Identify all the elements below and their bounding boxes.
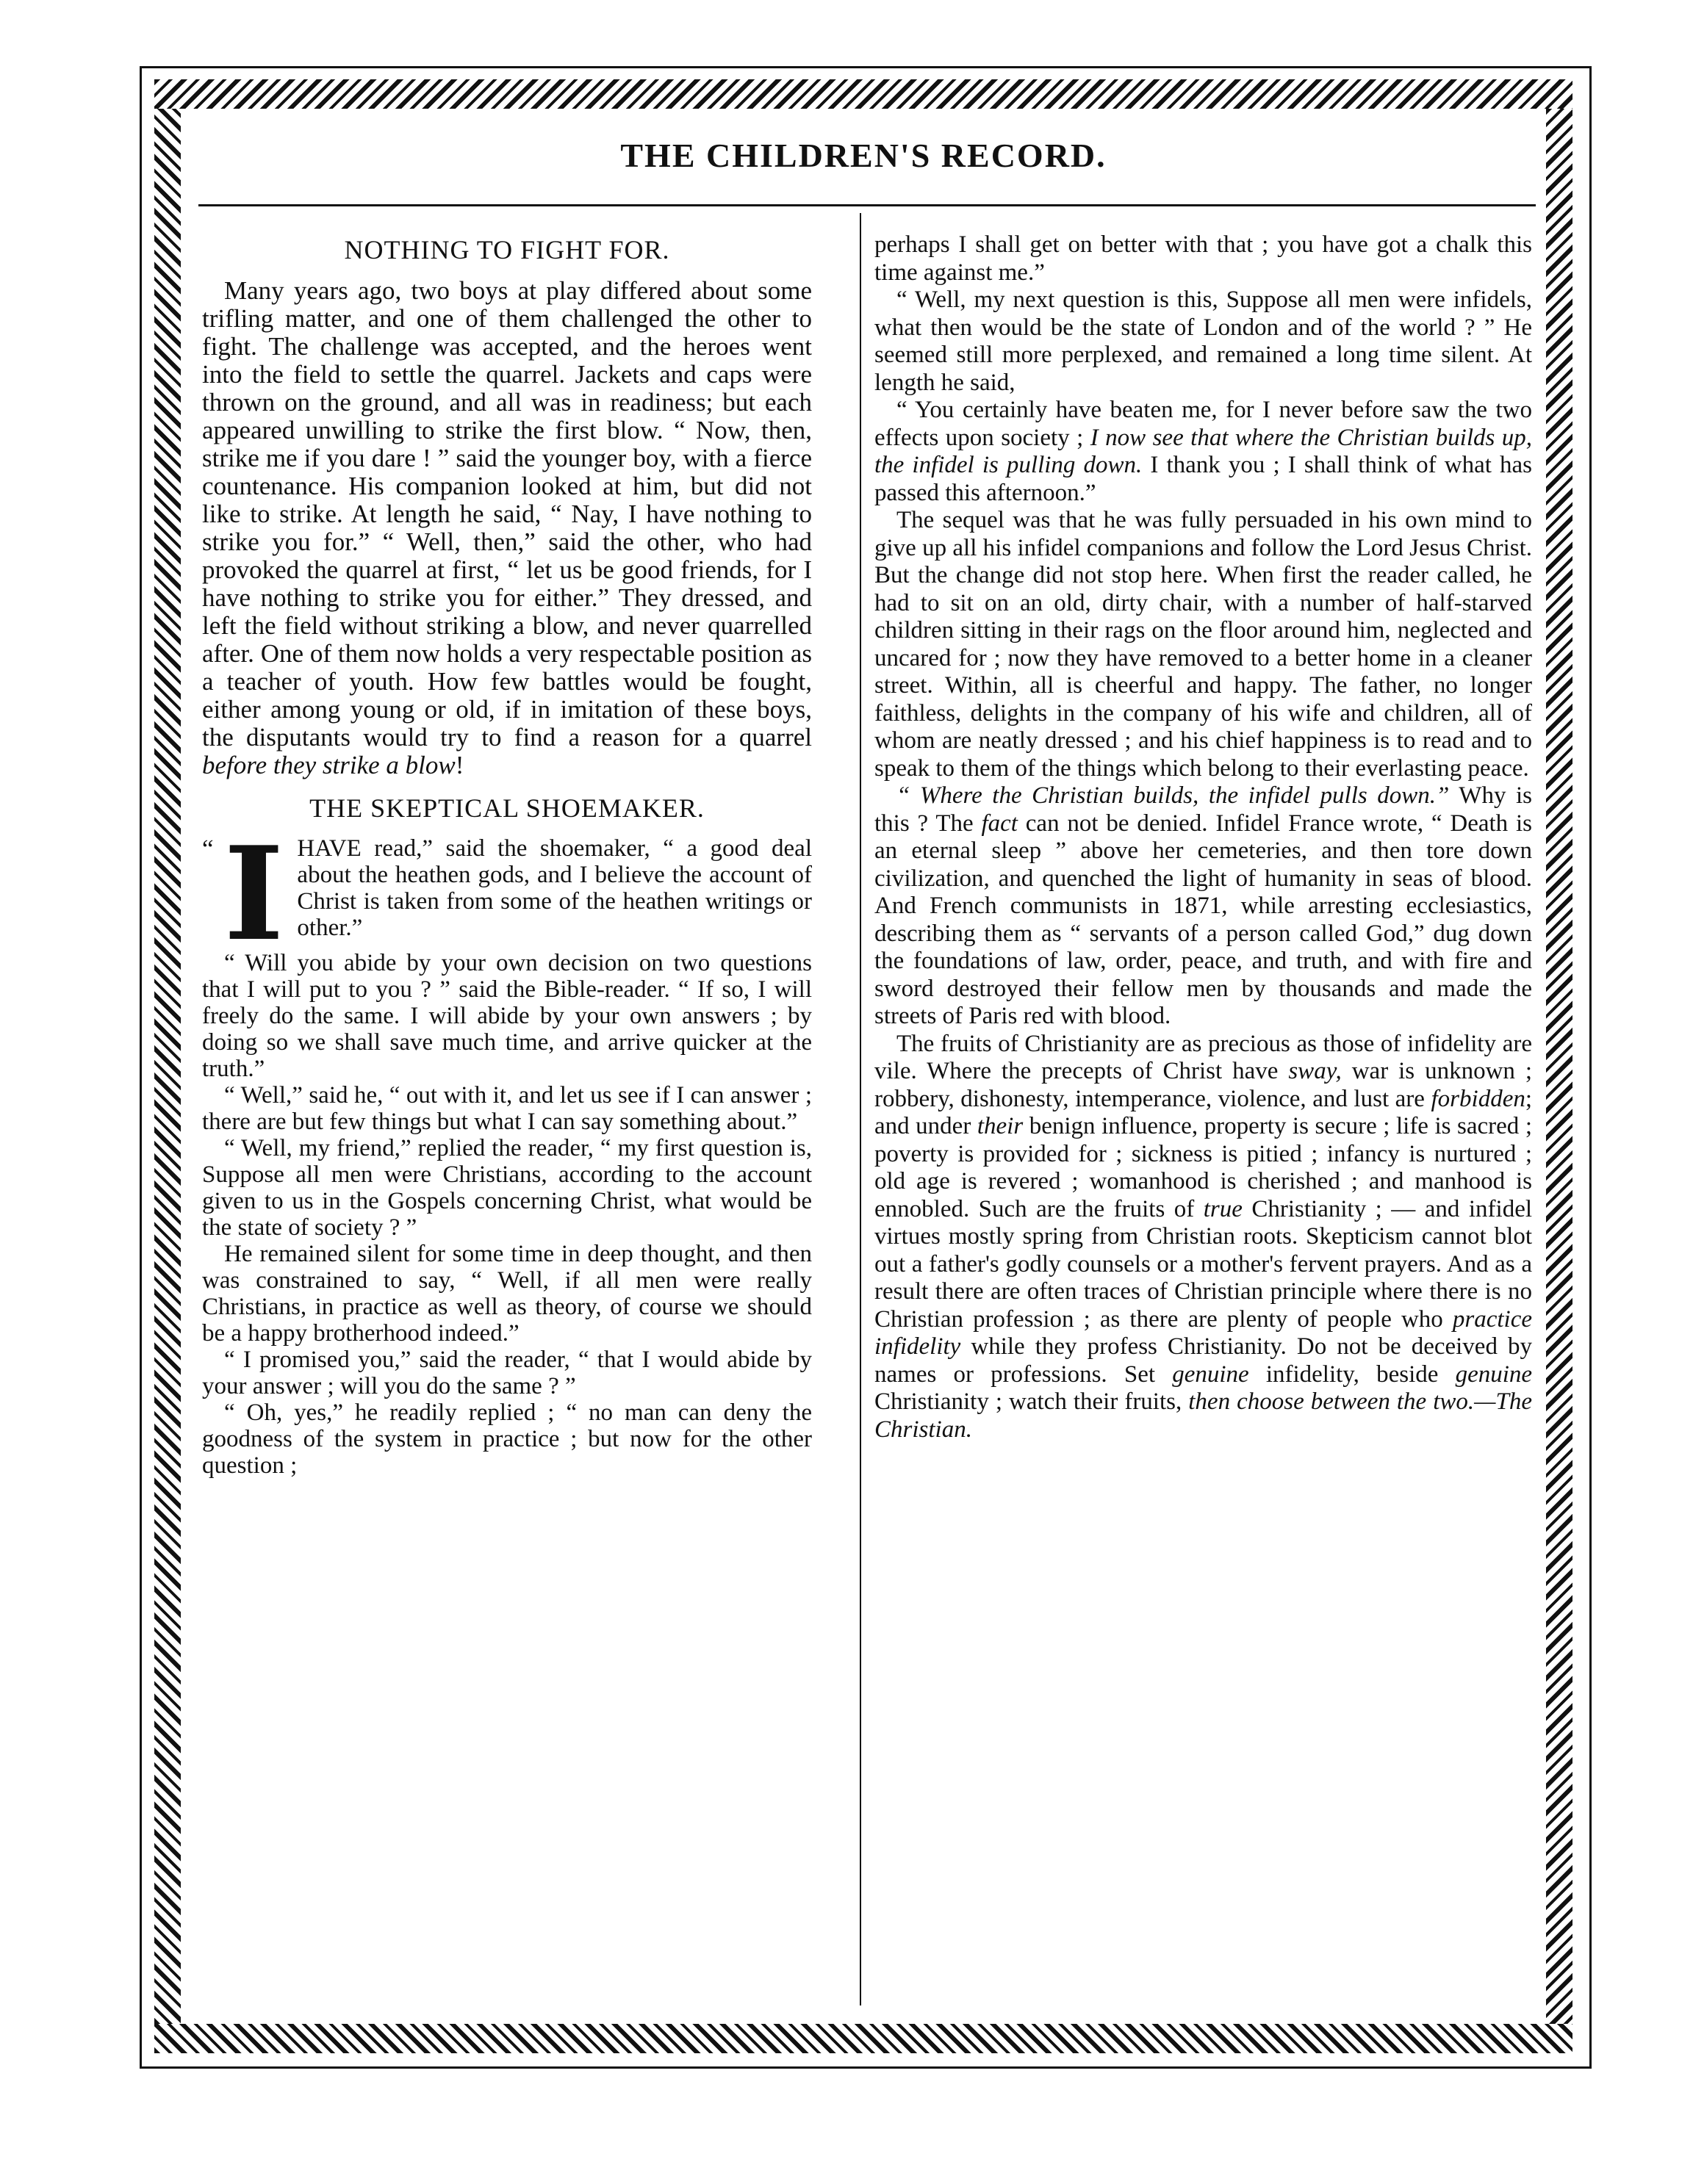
ornamental-border-bottom	[154, 2024, 1572, 2053]
opening-quote: “	[202, 835, 214, 863]
dialogue-paragraph: “ Oh, yes,” he readily replied ; “ no man can deny the goodness of the system in practice ; but now for the other question ;	[202, 1399, 812, 1479]
dialogue-paragraph: “ Well, my friend,” replied the reader, “ my first question is, Suppose all men were Christians, according to the account given to us in the Gospels concerning Christ, what would be the state of society ? ”	[202, 1135, 812, 1241]
dialogue-paragraph: “ You certainly have beaten me, for I never before saw the two effects upon society ; I now see that where the Christian builds up, the infidel is pulling down. I thank you ; I shall think of what has passed this afternoon.”	[874, 397, 1533, 506]
ornamental-border-right	[1546, 109, 1572, 2024]
body-paragraph: “ Where the Christian builds, the infidel pulls down.” Why is this ? The fact can not be denied. Infidel France wrote, “ Death is an eternal sleep ” above her cemeteries, and then tore down civilization, and quenched the light of humanity in seas of blood. And French communists in 1871, while arresting ecclesiastics, describing them as “ servants of a person called God,” dug down the foundations of law, order, peace, and truth, and with fire and sword destroyed their fellow men by thousands and made the streets of Paris red with blood.	[874, 782, 1532, 1029]
dialogue-paragraph: He remained silent for some time in deep thought, and then was constrained to say, “ Well, if all men were really Christians, in practice as well as theory, of course we should be a happy brotherhood indeed.”	[202, 1241, 812, 1347]
header-rule	[198, 204, 1536, 206]
article-title-skeptical-shoemaker: THE SKEPTICAL SHOEMAKER.	[309, 793, 705, 823]
continued-paragraph: perhaps I shall get on better with that ; you have got a chalk this time against me.”	[874, 231, 1532, 286]
article-lead	[202, 835, 812, 950]
dialogue-paragraph: “ I promised you,” said the reader, “ that I would abide by your answer ; will you do the same ? ”	[202, 1347, 812, 1399]
dialogue-paragraph: “ Well,” said he, “ out with it, and let us see if I can answer ; there are but few things but what I can say something about.”	[202, 1082, 812, 1135]
lead-paragraph: HAVE read,” said the shoemaker, “ a good deal about the heathen gods, and I believe the account of Christ is taken from some of the heathen writings or other.”	[297, 835, 812, 941]
right-column	[874, 231, 1532, 1444]
article-title-nothing-to-fight-for: NOTHING TO FIGHT FOR.	[344, 235, 670, 264]
article-paragraph: Many years ago, two boys at play differed about some trifling matter, and one of them challenged the other to fight. The challenge was accepted, and the heroes went into the field to settle the quarrel. Jackets and caps were thrown on the ground, and all was in readiness; but each appeared unwilling to strike the first blow. “ Now, then, strike me if you dare ! ” said the younger boy, with a fierce countenance. His companion looked at him, but did not like to strike. At length he said, “ Nay, I have nothing to strike you for.” “ Well, then,” said the other, who had provoked the quarrel at first, “ let us be good friends, for I have nothing to strike you for either.” They dressed, and left the field without striking a blow, and never quarrelled after. One of them now holds a very respectable position as a teacher of youth. How few battles would be fought, either among young or old, if in imitation of these boys, the disputants would try to find a reason for a quarrel before they strike a blow!	[202, 276, 812, 779]
body-paragraph: The sequel was that he was fully persuaded in his own mind to give up all his infidel companions and follow the Lord Jesus Christ. But the change did not stop here. When first the reader called, he had to sit on an old, dirty chair, with a number of half-starved children sitting in their rags on the floor around him, neglected and uncared for ; now they have removed to a better home in a cleaner street. Within, all is cheerful and happy. The father, no longer faithless, delights in the company of his wife and children, all of whom are neatly dressed ; and his chief happiness is to read and to speak to them of the things which belong to their everlasting peace.	[874, 507, 1532, 782]
page-title: THE CHILDREN'S RECORD.	[620, 137, 1107, 174]
drop-cap: I	[223, 835, 284, 950]
ornamental-border-top	[154, 79, 1572, 109]
body-paragraph: The fruits of Christianity are as precious as those of infidelity are vile. Where the precepts of Christ have sway, war is unknown ; robbery, dishonesty, intemperance, violence, and lust are forbidden; and under their benign influence, property is secure ; life is sacred ; poverty is provided for ; sickness is pitied ; infancy is nurtured ; old age is revered ; womanhood is cherished ; and manhood is ennobled. Such are the fruits of true Christianity ; — and infidel virtues mostly spring from Christian roots. Skepticism cannot blot out a father's godly counsels or a mother's fervent prayers. And as a result there are often traces of Christian principle where there is no Christian profession ; as there are plenty of people who practice infidelity while they profess Christianity. Do not be deceived by names or professions. Set genuine infidelity, beside genuine Christianity ; watch their fruits, then choose between the two.—The Christian.	[874, 1030, 1533, 1443]
column-divider	[860, 213, 861, 2005]
ornamental-border-left	[154, 109, 181, 2024]
dialogue-paragraph: “ Well, my next question is this, Suppose all men were infidels, what then would be the state of London and of the world ? ” He seemed still more perplexed, and remained a long time silent. At length he said,	[874, 286, 1532, 396]
dialogue	[202, 950, 812, 1479]
left-column	[202, 231, 812, 1479]
dialogue-paragraph: “ Will you abide by your own decision on two questions that I will put to you ? ” said the Bible-reader. “ If so, I will freely do the same. I will abide by your own answers ; by doing so we shall save much time, and arrive quicker at the truth.”	[202, 950, 812, 1082]
